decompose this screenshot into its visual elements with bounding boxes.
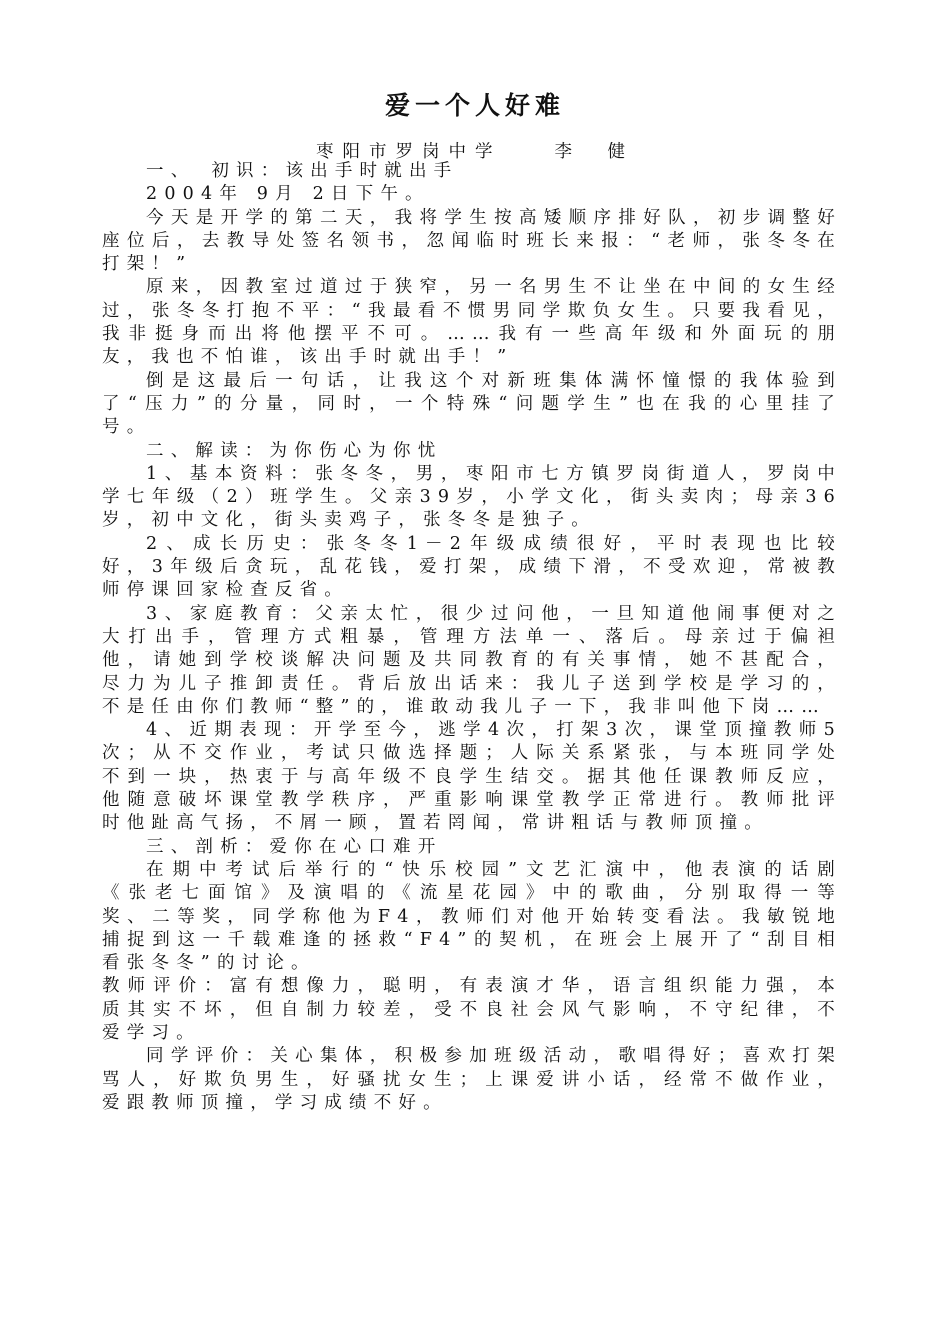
paragraph: 倒是这最后一句话，让我这个对新班集体满怀憧憬的我体验到了“压力”的分量，同时，一个特殊“问题学生”也在我的心里挂了号。 [102,370,842,438]
document-body [102,160,842,1115]
paragraph: 在期中考试后举行的“快乐校园”文艺汇演中，他表演的话剧《张老七面馆》及演唱的《流星花园》中的歌曲，分别取得一等奖、二等奖，同学称他为F4，教师们对他开始转变看法。我敏锐地捕捉到这一千载难逢的拯救“F4”的契机，在班会上展开了“刮目相看张冬冬”的讨论。 [102,859,842,974]
paragraph: 原来，因教室过道过于狭窄，另一名男生不让坐在中间的女生经过，张冬冬打抱不平：“我最看不惯男同学欺负女生。只要我看见，我非挺身而出将他摆平不可。……我有一些高年级和外面玩的朋友，我也不怕谁，该出手时就出手！” [102,277,842,368]
section-heading: 二、解读：为你伤心为你忧 [146,440,443,461]
paragraph-student-evaluation: 同学评价：关心集体，积极参加班级活动，歌唱得好；喜欢打架骂人，好欺负男生，好骚扰女生；上课爱讲小话，经常不做作业，爱跟教师顶撞，学习成绩不好。 [102,1046,842,1113]
section-heading: 一、 初识：该出手时就出手 [146,161,459,181]
paragraph: 4、近期表现：开学至今，逃学4次，打架3次，课堂顶撞教师5次；从不交作业，考试只做选择题；人际关系紧张，与本班同学处不到一块，热衷于与高年级不良学生结交。据其他任课教师反应，他随意破坏课堂教学秩序，严重影响课堂教学正常进行。教师批评时他趾高气扬，不屑一顾，置若罔闻，常讲粗话与教师顶撞。 [102,720,842,834]
author-byline: 枣阳市罗岗中学 李 健 [316,142,634,162]
paragraph: 3、家庭教育：父亲太忙，很少过问他，一旦知道他闹事便对之大打出手，管理方式粗暴，管理方法单一、落后。母亲过于偏袒他，请她到学校谈解决问题及共同教育的有关事情，她不甚配合，尽力为儿子推卸责任。背后放出话来：我儿子送到学校是学习的，不是任由你们教师“整”的，谁敢动我儿子一下，我非叫他下岗…… [102,603,842,717]
paragraph: 1、基本资料：张冬冬，男，枣阳市七方镇罗岗街道人，罗岗中学七年级（2）班学生。父亲39岁，小学文化，街头卖肉；母亲36岁，初中文化，街头卖鸡子，张冬冬是独子。 [102,463,842,531]
paragraph-teacher-evaluation: 教师评价：富有想像力，聪明，有表演才华，语言组织能力强，本质其实不坏，但自制力较差，受不良社会风气影响，不守纪律，不爱学习。 [102,976,842,1043]
section-heading: 三、剖析：爱你在心口难开 [146,836,443,857]
paragraph: 2、成长历史：张冬冬1－2年级成绩很好，平时表现也比较好，3年级后贪玩，乱花钱，爱打架，成绩下滑，不受欢迎，常被教师停课回家检查反省。 [102,533,842,601]
paragraph: 今天是开学的第二天，我将学生按高矮顺序排好队，初步调整好座位后，去教导处签名领书，忽闻临时班长来报：“老师，张冬冬在打架！” [102,207,842,275]
document-title: 爱一个人好难 [384,91,565,120]
date-line: 2004年 9月 2日下午。 [146,184,430,205]
